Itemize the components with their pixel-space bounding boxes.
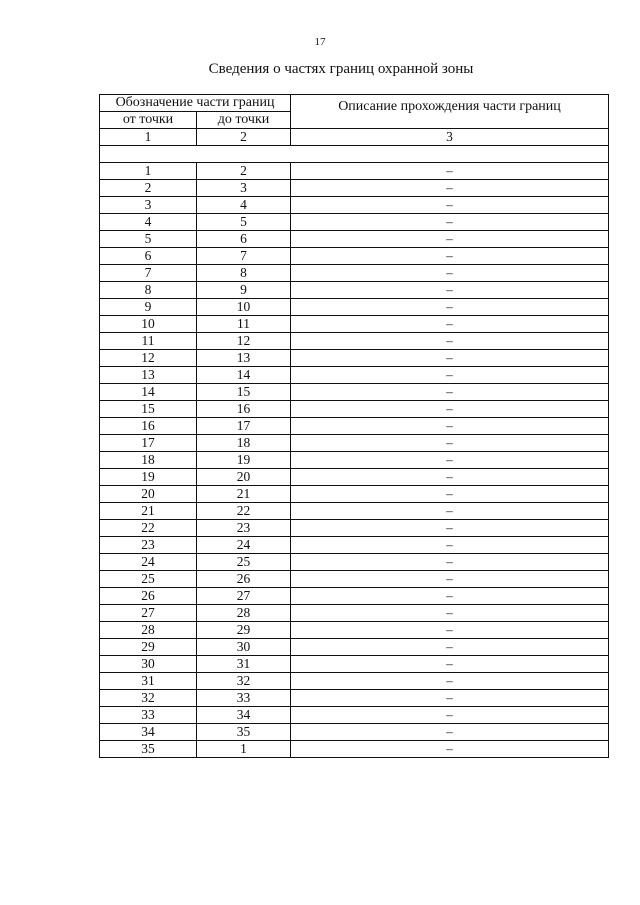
to-point-cell: 19 bbox=[197, 452, 291, 469]
to-point-cell: 18 bbox=[197, 435, 291, 452]
from-point-cell: 28 bbox=[100, 622, 197, 639]
description-cell: – bbox=[291, 571, 609, 588]
description-cell: – bbox=[291, 265, 609, 282]
to-point-cell: 33 bbox=[197, 690, 291, 707]
from-point-cell: 32 bbox=[100, 690, 197, 707]
column-number: 3 bbox=[291, 129, 609, 146]
to-point-cell: 5 bbox=[197, 214, 291, 231]
table-row bbox=[100, 299, 609, 316]
description-cell: – bbox=[291, 350, 609, 367]
table-row bbox=[100, 605, 609, 622]
from-point-cell: 8 bbox=[100, 282, 197, 299]
header-boundary-designation: Обозначение части границ bbox=[100, 95, 291, 112]
from-point-cell: 25 bbox=[100, 571, 197, 588]
description-cell: – bbox=[291, 503, 609, 520]
document-title: Сведения о частях границ охранной зоны bbox=[208, 61, 474, 77]
description-cell: – bbox=[291, 673, 609, 690]
header-to-point: до точки bbox=[197, 112, 291, 129]
table-row bbox=[100, 384, 609, 401]
table-row bbox=[100, 248, 609, 265]
table-row bbox=[100, 503, 609, 520]
from-point-cell: 20 bbox=[100, 486, 197, 503]
to-point-cell: 24 bbox=[197, 537, 291, 554]
description-cell: – bbox=[291, 724, 609, 741]
from-point-cell: 30 bbox=[100, 656, 197, 673]
to-point-cell: 32 bbox=[197, 673, 291, 690]
description-cell: – bbox=[291, 588, 609, 605]
description-cell: – bbox=[291, 299, 609, 316]
to-point-cell: 28 bbox=[197, 605, 291, 622]
description-cell: – bbox=[291, 180, 609, 197]
description-cell: – bbox=[291, 656, 609, 673]
description-cell: – bbox=[291, 605, 609, 622]
from-point-cell: 14 bbox=[100, 384, 197, 401]
to-point-cell: 14 bbox=[197, 367, 291, 384]
description-cell: – bbox=[291, 435, 609, 452]
table-row bbox=[100, 571, 609, 588]
description-cell: – bbox=[291, 384, 609, 401]
table-row bbox=[100, 622, 609, 639]
to-point-cell: 16 bbox=[197, 401, 291, 418]
table-row bbox=[100, 265, 609, 282]
table-row bbox=[100, 656, 609, 673]
description-cell: – bbox=[291, 639, 609, 656]
from-point-cell: 24 bbox=[100, 554, 197, 571]
from-point-cell: 9 bbox=[100, 299, 197, 316]
description-cell: – bbox=[291, 554, 609, 571]
from-point-cell: 2 bbox=[100, 180, 197, 197]
table-row bbox=[100, 724, 609, 741]
description-cell: – bbox=[291, 690, 609, 707]
table-row bbox=[100, 282, 609, 299]
from-point-cell: 3 bbox=[100, 197, 197, 214]
description-cell: – bbox=[291, 367, 609, 384]
header-from-point: от точки bbox=[100, 112, 197, 129]
to-point-cell: 12 bbox=[197, 333, 291, 350]
to-point-cell: 13 bbox=[197, 350, 291, 367]
column-number: 2 bbox=[197, 129, 291, 146]
from-point-cell: 1 bbox=[100, 163, 197, 180]
from-point-cell: 17 bbox=[100, 435, 197, 452]
table-row bbox=[100, 554, 609, 571]
description-cell: – bbox=[291, 316, 609, 333]
description-cell: – bbox=[291, 707, 609, 724]
to-point-cell: 11 bbox=[197, 316, 291, 333]
table-row bbox=[100, 707, 609, 724]
boundary-parts-table bbox=[99, 94, 609, 758]
page-number: 17 bbox=[314, 36, 326, 48]
from-point-cell: 33 bbox=[100, 707, 197, 724]
table-row bbox=[100, 333, 609, 350]
to-point-cell: 27 bbox=[197, 588, 291, 605]
description-cell: – bbox=[291, 248, 609, 265]
to-point-cell: 25 bbox=[197, 554, 291, 571]
from-point-cell: 27 bbox=[100, 605, 197, 622]
from-point-cell: 21 bbox=[100, 503, 197, 520]
from-point-cell: 29 bbox=[100, 639, 197, 656]
from-point-cell: 18 bbox=[100, 452, 197, 469]
from-point-cell: 35 bbox=[100, 741, 197, 758]
table-row bbox=[100, 316, 609, 333]
from-point-cell: 15 bbox=[100, 401, 197, 418]
from-point-cell: 6 bbox=[100, 248, 197, 265]
description-cell: – bbox=[291, 163, 609, 180]
table-row bbox=[100, 537, 609, 554]
to-point-cell: 22 bbox=[197, 503, 291, 520]
from-point-cell: 12 bbox=[100, 350, 197, 367]
to-point-cell: 4 bbox=[197, 197, 291, 214]
from-point-cell: 19 bbox=[100, 469, 197, 486]
table-row bbox=[100, 639, 609, 656]
table-row bbox=[100, 469, 609, 486]
from-point-cell: 5 bbox=[100, 231, 197, 248]
table-row bbox=[100, 690, 609, 707]
description-cell: – bbox=[291, 282, 609, 299]
to-point-cell: 31 bbox=[197, 656, 291, 673]
empty-section-cell bbox=[100, 146, 609, 163]
description-cell: – bbox=[291, 333, 609, 350]
section-spacer-row bbox=[100, 146, 609, 163]
to-point-cell: 26 bbox=[197, 571, 291, 588]
description-cell: – bbox=[291, 537, 609, 554]
to-point-cell: 17 bbox=[197, 418, 291, 435]
table-row bbox=[100, 180, 609, 197]
column-number-row bbox=[100, 129, 609, 146]
description-cell: – bbox=[291, 231, 609, 248]
from-point-cell: 16 bbox=[100, 418, 197, 435]
from-point-cell: 7 bbox=[100, 265, 197, 282]
to-point-cell: 29 bbox=[197, 622, 291, 639]
description-cell: – bbox=[291, 401, 609, 418]
description-cell: – bbox=[291, 197, 609, 214]
to-point-cell: 3 bbox=[197, 180, 291, 197]
table-row bbox=[100, 418, 609, 435]
to-point-cell: 30 bbox=[197, 639, 291, 656]
to-point-cell: 21 bbox=[197, 486, 291, 503]
table-row bbox=[100, 214, 609, 231]
description-cell: – bbox=[291, 741, 609, 758]
to-point-cell: 10 bbox=[197, 299, 291, 316]
to-point-cell: 2 bbox=[197, 163, 291, 180]
description-cell: – bbox=[291, 486, 609, 503]
description-cell: – bbox=[291, 469, 609, 486]
table-row bbox=[100, 520, 609, 537]
to-point-cell: 35 bbox=[197, 724, 291, 741]
to-point-cell: 7 bbox=[197, 248, 291, 265]
to-point-cell: 9 bbox=[197, 282, 291, 299]
table-row bbox=[100, 231, 609, 248]
from-point-cell: 31 bbox=[100, 673, 197, 690]
to-point-cell: 23 bbox=[197, 520, 291, 537]
to-point-cell: 34 bbox=[197, 707, 291, 724]
column-number: 1 bbox=[100, 129, 197, 146]
table-row bbox=[100, 435, 609, 452]
from-point-cell: 11 bbox=[100, 333, 197, 350]
table-row bbox=[100, 452, 609, 469]
table-header-row bbox=[100, 95, 609, 112]
table-row bbox=[100, 588, 609, 605]
description-cell: – bbox=[291, 520, 609, 537]
description-cell: – bbox=[291, 418, 609, 435]
table-row bbox=[100, 197, 609, 214]
from-point-cell: 22 bbox=[100, 520, 197, 537]
to-point-cell: 1 bbox=[197, 741, 291, 758]
from-point-cell: 34 bbox=[100, 724, 197, 741]
from-point-cell: 23 bbox=[100, 537, 197, 554]
table-row bbox=[100, 350, 609, 367]
to-point-cell: 8 bbox=[197, 265, 291, 282]
table-row bbox=[100, 673, 609, 690]
from-point-cell: 13 bbox=[100, 367, 197, 384]
from-point-cell: 10 bbox=[100, 316, 197, 333]
to-point-cell: 15 bbox=[197, 384, 291, 401]
table-row bbox=[100, 486, 609, 503]
description-cell: – bbox=[291, 622, 609, 639]
table-row bbox=[100, 741, 609, 758]
description-cell: – bbox=[291, 452, 609, 469]
to-point-cell: 20 bbox=[197, 469, 291, 486]
table-row bbox=[100, 367, 609, 384]
from-point-cell: 26 bbox=[100, 588, 197, 605]
header-boundary-description: Описание прохождения части границ bbox=[291, 95, 609, 129]
to-point-cell: 6 bbox=[197, 231, 291, 248]
from-point-cell: 4 bbox=[100, 214, 197, 231]
description-cell: – bbox=[291, 214, 609, 231]
table-row bbox=[100, 401, 609, 418]
table-row bbox=[100, 163, 609, 180]
